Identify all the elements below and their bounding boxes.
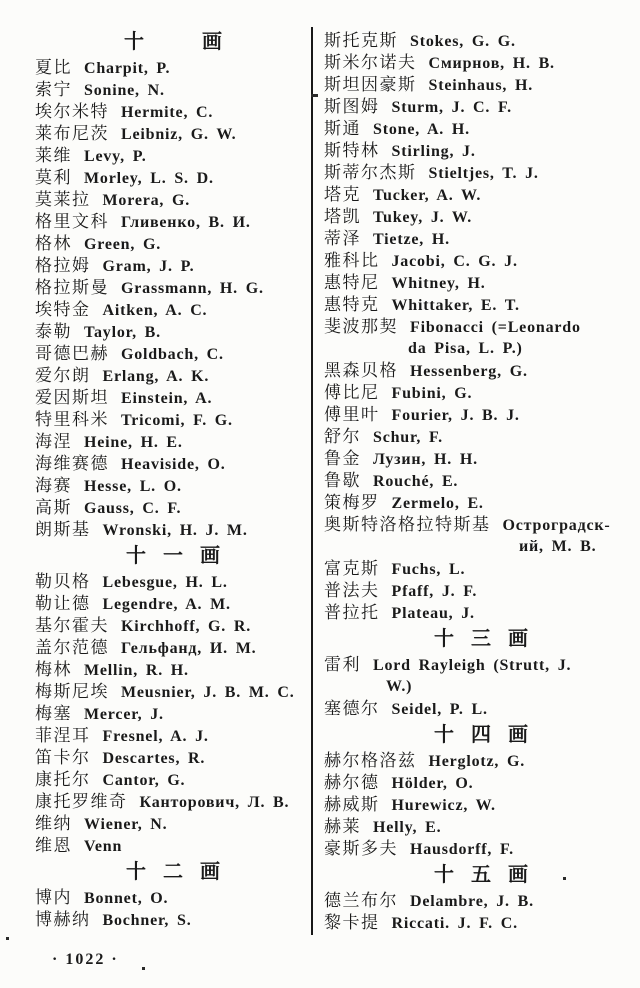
index-entry [324, 30, 638, 52]
latin-name: Taylor, B. [84, 324, 161, 341]
stroke-count-header [35, 27, 311, 57]
latin-name: Heaviside, O. [121, 456, 226, 473]
index-entry [324, 838, 638, 860]
chinese-name: 特里科米 [35, 410, 109, 429]
index-entry [35, 519, 311, 541]
chinese-name: 海维赛德 [35, 454, 109, 473]
chinese-name: 哥德巴赫 [35, 344, 109, 363]
scan-artifact [311, 94, 318, 97]
latin-name: Tukey, J. W. [373, 209, 473, 226]
index-entry [35, 101, 311, 123]
latin-name: Kirchhoff, G. R. [121, 618, 252, 635]
latin-name: Leibniz, G. W. [121, 126, 237, 143]
latin-name: Schur, F. [373, 429, 443, 446]
header-char: 五 [471, 864, 491, 886]
chinese-name: 梅斯尼埃 [35, 682, 109, 701]
chinese-name: 格拉姆 [35, 256, 91, 275]
chinese-name: 奥斯特洛格拉特斯基 [324, 515, 491, 534]
chinese-name: 博赫纳 [35, 910, 91, 929]
chinese-name: 斯托克斯 [324, 31, 398, 50]
latin-name: Гельфанд, И. М. [121, 640, 257, 657]
latin-name: Tucker, A. W. [373, 187, 482, 204]
chinese-name: 豪斯多夫 [324, 839, 398, 858]
latin-name: Гливенко, В. И. [121, 214, 251, 231]
index-entry [35, 277, 311, 299]
chinese-name: 赫莱 [324, 817, 361, 836]
chinese-name: 海涅 [35, 432, 72, 451]
index-entry [35, 769, 311, 791]
header-char: 画 [200, 861, 220, 883]
latin-name: Heine, H. E. [84, 434, 183, 451]
index-entry [324, 514, 638, 536]
index-entry [324, 654, 638, 676]
latin-name-continued: da Pisa, L. P.) [408, 340, 523, 357]
left-column [35, 27, 311, 931]
index-entry [35, 409, 311, 431]
index-entry [324, 118, 638, 140]
header-char: 十 [434, 864, 454, 886]
latin-name: Остроградск- [502, 517, 611, 534]
index-entry [35, 145, 311, 167]
chinese-name: 朗斯基 [35, 520, 91, 539]
right-column [324, 30, 638, 934]
chinese-name: 盖尔范德 [35, 638, 109, 657]
latin-name: Levy, P. [84, 148, 147, 165]
latin-name: Fourier, J. B. J. [391, 407, 520, 424]
latin-name: Morley, L. S. D. [84, 170, 214, 187]
index-entry [35, 299, 311, 321]
latin-name: Erlang, A. K. [102, 368, 210, 385]
chinese-name: 蒂泽 [324, 229, 361, 248]
index-entry [35, 365, 311, 387]
latin-name: Hessenberg, G. [410, 363, 528, 380]
chinese-name: 雅科比 [324, 251, 380, 270]
latin-name: Hölder, O. [391, 775, 474, 792]
chinese-name: 梅塞 [35, 704, 72, 723]
latin-name: Stokes, G. G. [410, 33, 516, 50]
header-char: 画 [200, 545, 220, 567]
header-char: 二 [163, 861, 183, 883]
index-entry [324, 772, 638, 794]
index-entry [324, 206, 638, 228]
latin-name: Wiener, N. [84, 816, 168, 833]
chinese-name: 泰勒 [35, 322, 72, 341]
chinese-name: 勒让德 [35, 594, 91, 613]
chinese-name: 斯图姆 [324, 97, 380, 116]
latin-name: Jacobi, C. G. J. [391, 253, 518, 270]
chinese-name: 惠特尼 [324, 273, 380, 292]
stroke-count-header [35, 541, 311, 571]
latin-name: Riccati. J. F. C. [391, 915, 518, 932]
index-entry [35, 343, 311, 365]
index-entry [35, 571, 311, 593]
index-entry [324, 360, 638, 382]
index-entry [324, 470, 638, 492]
index-entry [35, 387, 311, 409]
latin-name: Aitken, A. C. [102, 302, 208, 319]
latin-name: Hausdorff, F. [410, 841, 514, 858]
latin-name: Wronski, H. J. M. [102, 522, 248, 539]
chinese-name: 维恩 [35, 836, 72, 855]
latin-name: Herglotz, G. [428, 753, 526, 770]
chinese-name: 维纳 [35, 814, 72, 833]
stroke-count-header [324, 624, 638, 654]
header-char: 画 [202, 31, 222, 53]
stroke-count-header [324, 720, 638, 750]
index-entry [324, 816, 638, 838]
latin-name: Venn [84, 838, 123, 855]
index-entry [35, 813, 311, 835]
header-char: 十 [126, 545, 146, 567]
latin-name: Gauss, C. F. [84, 500, 182, 517]
index-entry [324, 492, 638, 514]
scan-artifact [142, 967, 145, 970]
chinese-name: 莫利 [35, 168, 72, 187]
chinese-name: 埃尔米特 [35, 102, 109, 121]
header-char: 四 [471, 724, 491, 746]
chinese-name: 格林 [35, 234, 72, 253]
index-entry-continuation [324, 676, 638, 698]
header-char: 十 [124, 31, 144, 53]
latin-name: Goldbach, C. [121, 346, 224, 363]
latin-name: Helly, E. [373, 819, 442, 836]
chinese-name: 赫威斯 [324, 795, 380, 814]
latin-name: Hesse, L. O. [84, 478, 182, 495]
latin-name: Fibonacci (=Leonardo [410, 319, 581, 336]
latin-name: Descartes, R. [102, 750, 206, 767]
latin-name: Tietze, H. [373, 231, 450, 248]
index-entry [35, 497, 311, 519]
index-entry [324, 184, 638, 206]
chinese-name: 康托罗维奇 [35, 792, 128, 811]
chinese-name: 爱因斯坦 [35, 388, 109, 407]
latin-name: Смирнов, Н. В. [428, 55, 555, 72]
latin-name: Charpit, P. [84, 60, 171, 77]
latin-name: Seidel, P. L. [391, 701, 488, 718]
index-entry [35, 887, 311, 909]
index-entry [324, 316, 638, 338]
page-number: · 1022 · [52, 951, 119, 968]
latin-name: Tricomi, F. G. [121, 412, 233, 429]
latin-name: Fresnel, A. J. [102, 728, 209, 745]
latin-name: Green, G. [84, 236, 162, 253]
latin-name: Mercer, J. [84, 706, 164, 723]
latin-name: Hermite, C. [121, 104, 214, 121]
latin-name: Bonnet, O. [84, 890, 169, 907]
index-entry [35, 615, 311, 637]
latin-name: Steinhaus, H. [428, 77, 534, 94]
latin-name: Fubini, G. [391, 385, 473, 402]
chinese-name: 黑森贝格 [324, 361, 398, 380]
index-entry [35, 431, 311, 453]
latin-name: Канторович, Л. В. [139, 794, 290, 811]
column-divider [311, 27, 313, 935]
index-entry [324, 382, 638, 404]
header-char: 三 [471, 628, 491, 650]
chinese-name: 德兰布尔 [324, 891, 398, 910]
latin-name: Delambre, J. B. [410, 893, 534, 910]
index-entry-continuation [324, 536, 638, 558]
index-entry [35, 255, 311, 277]
scan-artifact [6, 937, 9, 940]
chinese-name: 赫尔德 [324, 773, 380, 792]
chinese-name: 菲涅耳 [35, 726, 91, 745]
chinese-name: 海赛 [35, 476, 72, 495]
latin-name: Zermelo, E. [391, 495, 484, 512]
latin-name: Stirling, J. [391, 143, 476, 160]
latin-name: Bochner, S. [102, 912, 192, 929]
index-entry [324, 52, 638, 74]
chinese-name: 勒贝格 [35, 572, 91, 591]
latin-name: Gram, J. P. [102, 258, 195, 275]
header-char: 一 [163, 545, 183, 567]
index-entry [35, 791, 311, 813]
latin-name: Morera, G. [102, 192, 191, 209]
chinese-name: 斐波那契 [324, 317, 398, 336]
chinese-name: 惠特克 [324, 295, 380, 314]
chinese-name: 赫尔格洛兹 [324, 751, 417, 770]
index-entry [324, 250, 638, 272]
stroke-count-header [35, 857, 311, 887]
latin-name: Lebesgue, H. L. [102, 574, 228, 591]
chinese-name: 舒尔 [324, 427, 361, 446]
index-entry [35, 659, 311, 681]
chinese-name: 笛卡尔 [35, 748, 91, 767]
latin-name: Stieltjes, T. J. [428, 165, 539, 182]
header-char: 画 [508, 628, 528, 650]
chinese-name: 莱布尼茨 [35, 124, 109, 143]
chinese-name: 高斯 [35, 498, 72, 517]
chinese-name: 斯通 [324, 119, 361, 138]
index-entry [35, 703, 311, 725]
index-entry [324, 580, 638, 602]
index-entry [35, 909, 311, 931]
chinese-name: 斯坦因豪斯 [324, 75, 417, 94]
chinese-name: 梅林 [35, 660, 72, 679]
chinese-name: 斯米尔诺夫 [324, 53, 417, 72]
chinese-name: 格拉斯曼 [35, 278, 109, 297]
index-entry [324, 602, 638, 624]
chinese-name: 策梅罗 [324, 493, 380, 512]
latin-name: Лузин, Н. Н. [373, 451, 478, 468]
index-entry [324, 794, 638, 816]
index-entry [324, 228, 638, 250]
latin-name: Grassmann, H. G. [121, 280, 264, 297]
index-entry [35, 835, 311, 857]
index-entry [35, 233, 311, 255]
chinese-name: 爱尔朗 [35, 366, 91, 385]
chinese-name: 普法夫 [324, 581, 380, 600]
chinese-name: 塔凯 [324, 207, 361, 226]
index-entry [324, 96, 638, 118]
chinese-name: 格里文科 [35, 212, 109, 231]
chinese-name: 基尔霍夫 [35, 616, 109, 635]
index-entry [324, 404, 638, 426]
chinese-name: 鲁歇 [324, 471, 361, 490]
chinese-name: 雷利 [324, 655, 361, 674]
latin-name: Lord Rayleigh (Strutt, J. [373, 657, 572, 674]
index-entry [324, 162, 638, 184]
latin-name: Whitney, H. [391, 275, 486, 292]
index-entry-continuation [324, 338, 638, 360]
index-entry [324, 698, 638, 720]
chinese-name: 斯蒂尔杰斯 [324, 163, 417, 182]
latin-name: Mellin, R. H. [84, 662, 189, 679]
latin-name: Sturm, J. C. F. [391, 99, 512, 116]
latin-name: Pfaff, J. F. [391, 583, 478, 600]
index-entry [35, 681, 311, 703]
latin-name: Einstein, A. [121, 390, 213, 407]
latin-name: Sonine, N. [84, 82, 165, 99]
index-entry [35, 57, 311, 79]
chinese-name: 莫莱拉 [35, 190, 91, 209]
index-entry [35, 475, 311, 497]
header-char: 十 [126, 861, 146, 883]
chinese-name: 博内 [35, 888, 72, 907]
index-entry [324, 140, 638, 162]
index-entry [324, 890, 638, 912]
index-entry [324, 750, 638, 772]
latin-name: Hurewicz, W. [391, 797, 496, 814]
index-entry [324, 294, 638, 316]
index-entry [35, 189, 311, 211]
chinese-name: 埃特金 [35, 300, 91, 319]
latin-name: Plateau, J. [391, 605, 475, 622]
index-entry [35, 453, 311, 475]
index-entry [324, 558, 638, 580]
latin-name: Cantor, G. [102, 772, 186, 789]
chinese-name: 塞德尔 [324, 699, 380, 718]
chinese-name: 夏比 [35, 58, 72, 77]
chinese-name: 莱维 [35, 146, 72, 165]
index-entry [35, 79, 311, 101]
header-char: 画 [508, 724, 528, 746]
index-entry [35, 167, 311, 189]
index-entry [35, 747, 311, 769]
index-entry [35, 321, 311, 343]
header-char: 十 [434, 628, 454, 650]
chinese-name: 富克斯 [324, 559, 380, 578]
index-entry [35, 637, 311, 659]
index-entry [35, 211, 311, 233]
latin-name: Stone, A. H. [373, 121, 470, 138]
chinese-name: 斯特林 [324, 141, 380, 160]
chinese-name: 傅里叶 [324, 405, 380, 424]
chinese-name: 鲁金 [324, 449, 361, 468]
index-entry [35, 593, 311, 615]
latin-name-continued: ий, М. В. [519, 538, 597, 555]
scan-artifact [563, 877, 566, 880]
latin-name: Fuchs, L. [391, 561, 466, 578]
latin-name: Whittaker, E. T. [391, 297, 520, 314]
chinese-name: 康托尔 [35, 770, 91, 789]
index-entry [324, 74, 638, 96]
header-char: 画 [508, 864, 528, 886]
index-entry [324, 426, 638, 448]
index-entry [35, 123, 311, 145]
chinese-name: 塔克 [324, 185, 361, 204]
chinese-name: 索宁 [35, 80, 72, 99]
chinese-name: 黎卡提 [324, 913, 380, 932]
index-entry [324, 912, 638, 934]
index-entry [324, 272, 638, 294]
latin-name: Legendre, A. M. [102, 596, 231, 613]
index-entry [35, 725, 311, 747]
chinese-name: 普拉托 [324, 603, 380, 622]
header-char: 十 [434, 724, 454, 746]
latin-name: Rouché, E. [373, 473, 459, 490]
chinese-name: 傅比尼 [324, 383, 380, 402]
stroke-count-header [324, 860, 638, 890]
latin-name: Meusnier, J. B. M. C. [121, 684, 295, 701]
index-entry [324, 448, 638, 470]
latin-name-continued: W.) [386, 678, 413, 695]
